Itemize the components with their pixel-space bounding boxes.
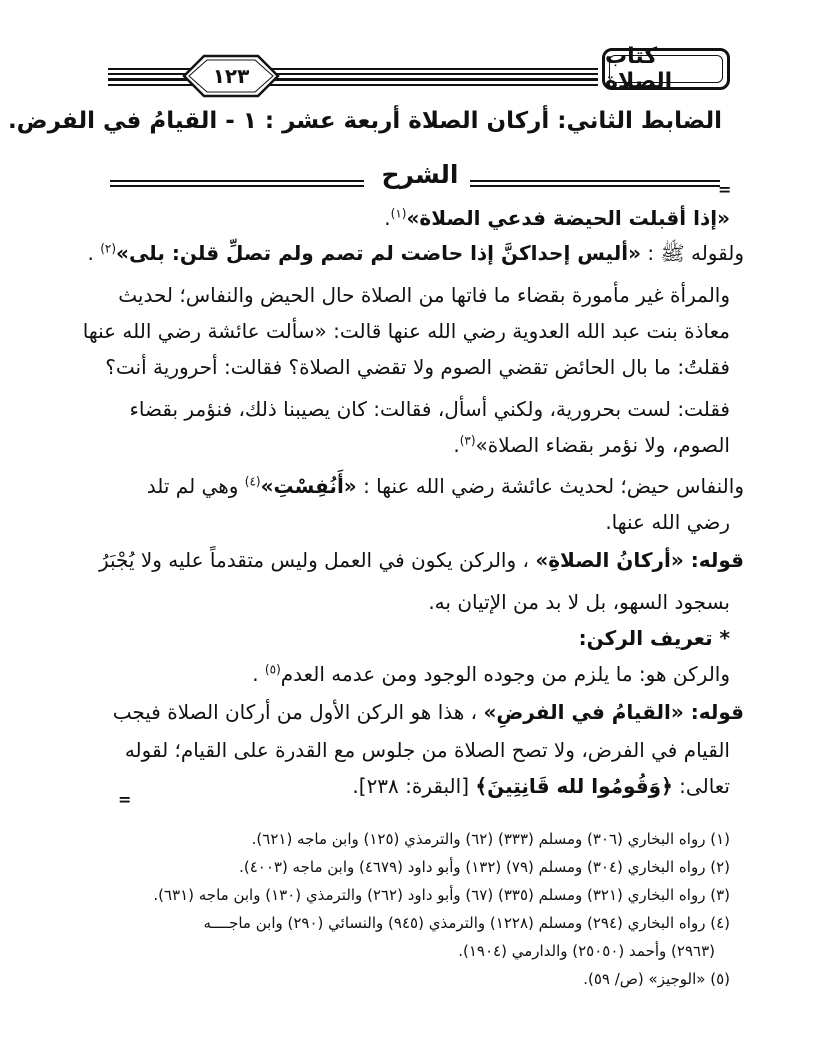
body-line: قوله: «أركانُ الصلاةِ» ، والركن يكون في العمل وليس متقدماً عليه ولا يُجْبَرُ: [98, 548, 744, 572]
body-line: تعالى: ﴿وَقُومُوا لله قَانِتِينَ﴾ [البقرة: ٢٣٨].: [352, 774, 730, 798]
body-line: والركن هو: ما يلزم من وجوده الوجود ومن عدمه العدم$^{(٥)}$ .: [252, 662, 730, 686]
body-line: معاذة بنت عبد الله العدوية رضي الله عنها قالت: «سألت عائشة رضي الله عنها: [82, 319, 730, 343]
footnote: (٣) رواه البخاري (٣٢١) ومسلم (٣٣٥) (٦٧) وأبو داود (٢٦٢) والترمذي (١٣٠) وابن ماجه (٦٣١).: [153, 886, 730, 904]
margin-mark: =: [118, 790, 132, 809]
body-line: الصوم، ولا نؤمر بقضاء الصلاة»$^{(٣)}$.: [453, 433, 730, 457]
footnote: (١) رواه البخاري (٣٠٦) ومسلم (٣٣٣) (٦٢) والترمذي (١٢٥) وابن ماجه (٦٢١).: [251, 830, 730, 848]
section-heading-text: الشرح: [381, 160, 459, 189]
body-line: والمرأة غير مأمورة بقضاء ما فاتها من الصلاة حال الحيض والنفاس؛ لحديث: [118, 283, 730, 307]
body-line: فقلتُ: ما بال الحائض تقضي الصوم ولا تقضي الصلاة؟ فقالت: أحرورية أنت؟: [105, 355, 730, 379]
body-line: قوله: «القيامُ في الفرضِ» ، هذا هو الركن الأول من أركان الصلاة فيجب: [112, 700, 744, 724]
body-line: بسجود السهو، بل لا بد من الإتيان به.: [428, 590, 730, 614]
subheading: * تعريف الركن:: [578, 626, 730, 650]
footnote: (٤) رواه البخاري (٢٩٤) ومسلم (١٢٢٨) والترمذي (٩٤٥) والنسائي (٢٩٠) وابن ماجــــه: [203, 914, 730, 932]
section-heading: [110, 158, 730, 198]
footnote: (٢٩٦٣) وأحمد (٢٥٠٥٠) والدارمي (١٩٠٤).: [458, 942, 715, 960]
body-line: القيام في الفرض، ولا تصح الصلاة من جلوس مع القدرة على القيام؛ لقوله: [124, 738, 730, 762]
footnote: (٢) رواه البخاري (٣٠٤) ومسلم (٧٩) (١٣٢) وأبو داود (٤٦٧٩) وابن ماجه (٤٠٠٣).: [239, 858, 730, 876]
footnote: (٥) «الوجيز» (ص/ ٥٩).: [583, 970, 730, 988]
chapter-title-box: [602, 44, 730, 94]
body-line: والنفاس حيض؛ لحديث عائشة رضي الله عنها : «أَنُفِسْتِ»$^{(٤)}$ وهي لم تلد: [146, 474, 744, 498]
body-line: رضي الله عنها.: [605, 510, 730, 534]
body-line: فقلت: لست بحرورية، ولكني أسأل، فقالت: كان يصيبنا ذلك، فنؤمر بقضاء: [129, 397, 730, 421]
page-number: ١٢٣: [212, 64, 250, 88]
body-line: «إذا أقبلت الحيضة فدعي الصلاة»$^{(١)}$.: [384, 206, 730, 230]
chapter-title: كتاب الصلاة: [605, 44, 673, 94]
page-number-badge: [178, 53, 284, 99]
rule-title: الضابط الثاني: أركان الصلاة أربعة عشر : ١ - القيامُ في الفرض.: [7, 108, 722, 134]
margin-mark: =: [718, 180, 732, 199]
body-line: ولقوله ﷺ : «أليس إحداكنَّ إذا حاضت لم تصم ولم تصلِّ قلن: بلى»$^{(٢)}$ .: [87, 241, 744, 265]
